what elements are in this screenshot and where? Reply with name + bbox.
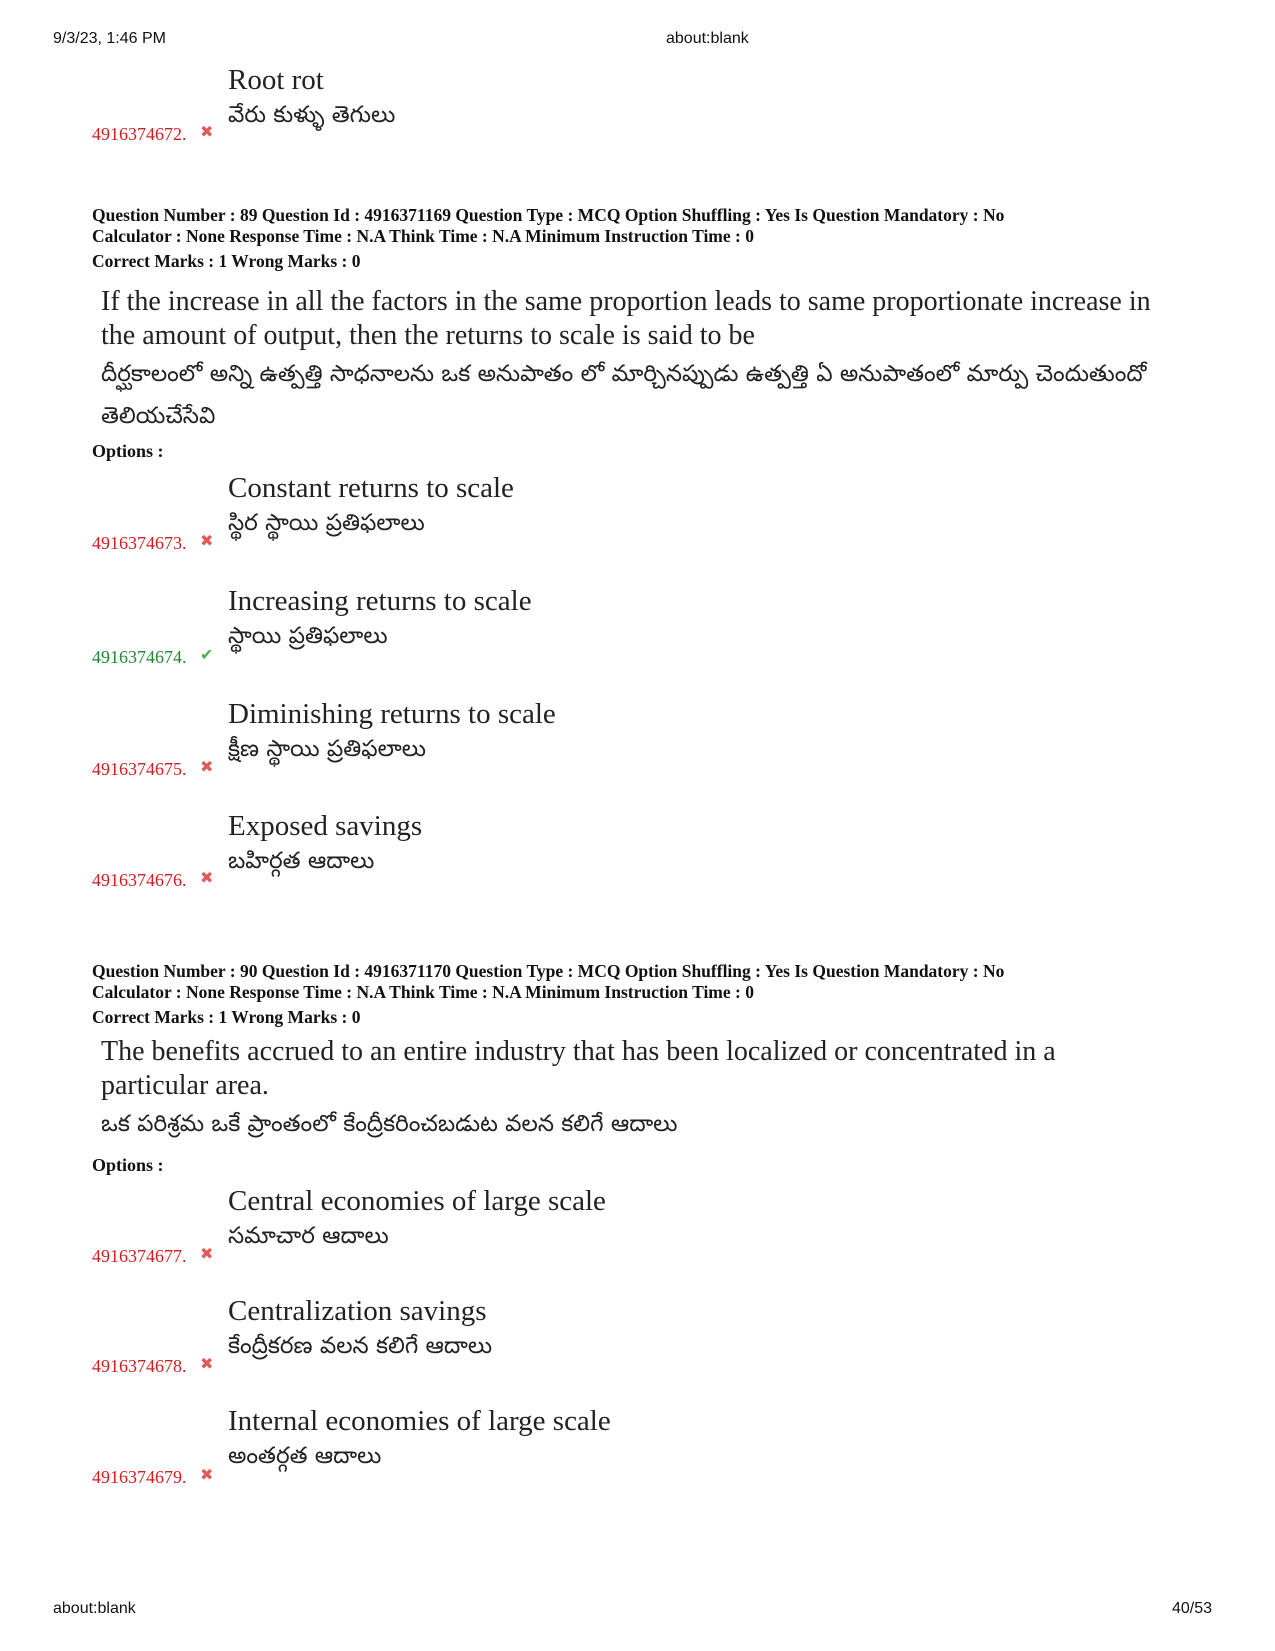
- option-id: 4916374678.: [92, 1356, 187, 1376]
- option-row: [0, 1295, 1275, 1385]
- option-id: 4916374677.: [92, 1246, 187, 1266]
- question-stem: [101, 285, 1161, 437]
- question-stem-en: If the increase in all the factors in the same proportion leads to same proportionate increase in the amount of output, then the returns to scale is said to be: [101, 286, 1151, 351]
- option-text-te: బహిర్గత ఆదాలు: [228, 848, 375, 874]
- footer-page-number: 40/53: [1172, 1600, 1213, 1617]
- wrong-mark-icon: ✖: [200, 122, 214, 141]
- option-text-te: స్థిర స్థాయి ప్రతిఫలాలు: [228, 510, 425, 536]
- option-text-en: Internal economies of large scale: [228, 1405, 611, 1437]
- option-text-te: కేంద్రీకరణ వలన కలిగే ఆదాలు: [228, 1333, 493, 1359]
- option-text-en: Root rot: [228, 64, 324, 96]
- options-label: Options :: [92, 441, 164, 461]
- option-text-en: Constant returns to scale: [228, 472, 514, 504]
- correct-check-icon: ✔: [200, 645, 214, 664]
- header-datetime: 9/3/23, 1:46 PM: [53, 30, 166, 47]
- question-meta: Calculator : None Response Time : N.A Think Time : N.A Minimum Instruction Time : 0: [92, 982, 754, 1002]
- header-url: about:blank: [666, 30, 749, 47]
- option-text-en: Exposed savings: [228, 810, 423, 842]
- option-id: 4916374679.: [92, 1467, 187, 1487]
- option-text-te: క్షీణ స్థాయి ప్రతిఫలాలు: [228, 736, 426, 762]
- option-row: [0, 698, 1275, 788]
- option-text-en: Diminishing returns to scale: [228, 698, 556, 730]
- wrong-mark-icon: ✖: [200, 1244, 214, 1263]
- option-row: [0, 1405, 1275, 1495]
- option-row: [0, 64, 1275, 154]
- wrong-mark-icon: ✖: [200, 531, 214, 550]
- option-text-te: అంతర్గత ఆదాలు: [228, 1443, 382, 1469]
- option-id: 4916374676.: [92, 870, 187, 890]
- wrong-mark-icon: ✖: [200, 868, 214, 887]
- footer-url: about:blank: [53, 1600, 136, 1617]
- option-text-en: Central economies of large scale: [228, 1185, 606, 1217]
- question-meta: Question Number : 89 Question Id : 4916371169 Question Type : MCQ Option Shuffling : Yes Is Question Mandatory : No: [92, 205, 1005, 225]
- wrong-mark-icon: ✖: [200, 757, 214, 776]
- wrong-mark-icon: ✖: [200, 1465, 214, 1484]
- question-marks: Correct Marks : 1 Wrong Marks : 0: [92, 251, 361, 271]
- question-meta: Calculator : None Response Time : N.A Think Time : N.A Minimum Instruction Time : 0: [92, 226, 754, 246]
- option-row: [0, 1185, 1275, 1275]
- option-id: 4916374674.: [92, 647, 187, 667]
- option-row: [0, 472, 1275, 562]
- option-id: 4916374672.: [92, 124, 187, 144]
- option-id: 4916374673.: [92, 533, 187, 553]
- question-marks: Correct Marks : 1 Wrong Marks : 0: [92, 1007, 361, 1027]
- option-id: 4916374675.: [92, 759, 187, 779]
- options-label: Options :: [92, 1155, 164, 1175]
- question-stem-te: ఒక పరిశ్రమ ఒకే ప్రాంతంలో కేంద్రీకరించబడుట వలన కలిగే ఆదాలు: [101, 1111, 678, 1137]
- option-text-en: Centralization savings: [228, 1295, 487, 1327]
- option-text-te: స్థాయి ప్రతిఫలాలు: [228, 623, 388, 649]
- option-text-en: Increasing returns to scale: [228, 585, 532, 617]
- question-stem-en: The benefits accrued to an entire industry that has been localized or concentrated in a particular area.: [101, 1036, 1056, 1101]
- wrong-mark-icon: ✖: [200, 1354, 214, 1373]
- question-stem-te: దీర్ఘకాలంలో అన్ని ఉత్పత్తి సాధనాలను ఒక అనుపాతం లో మార్చినప్పుడు ఉత్పత్తి ఏ అనుపాతంలో మార్పు చెందుతుందో తెలియచేసేవి: [101, 361, 1147, 429]
- question-stem: [101, 1035, 1161, 1145]
- question-meta: Question Number : 90 Question Id : 4916371170 Question Type : MCQ Option Shuffling : Yes Is Question Mandatory : No: [92, 961, 1005, 981]
- option-text-te: సమాచార ఆదాలు: [228, 1223, 389, 1249]
- option-row: [0, 810, 1275, 900]
- option-text-te: వేరు కుళ్ళు తెగులు: [228, 102, 396, 128]
- option-row: [0, 585, 1275, 675]
